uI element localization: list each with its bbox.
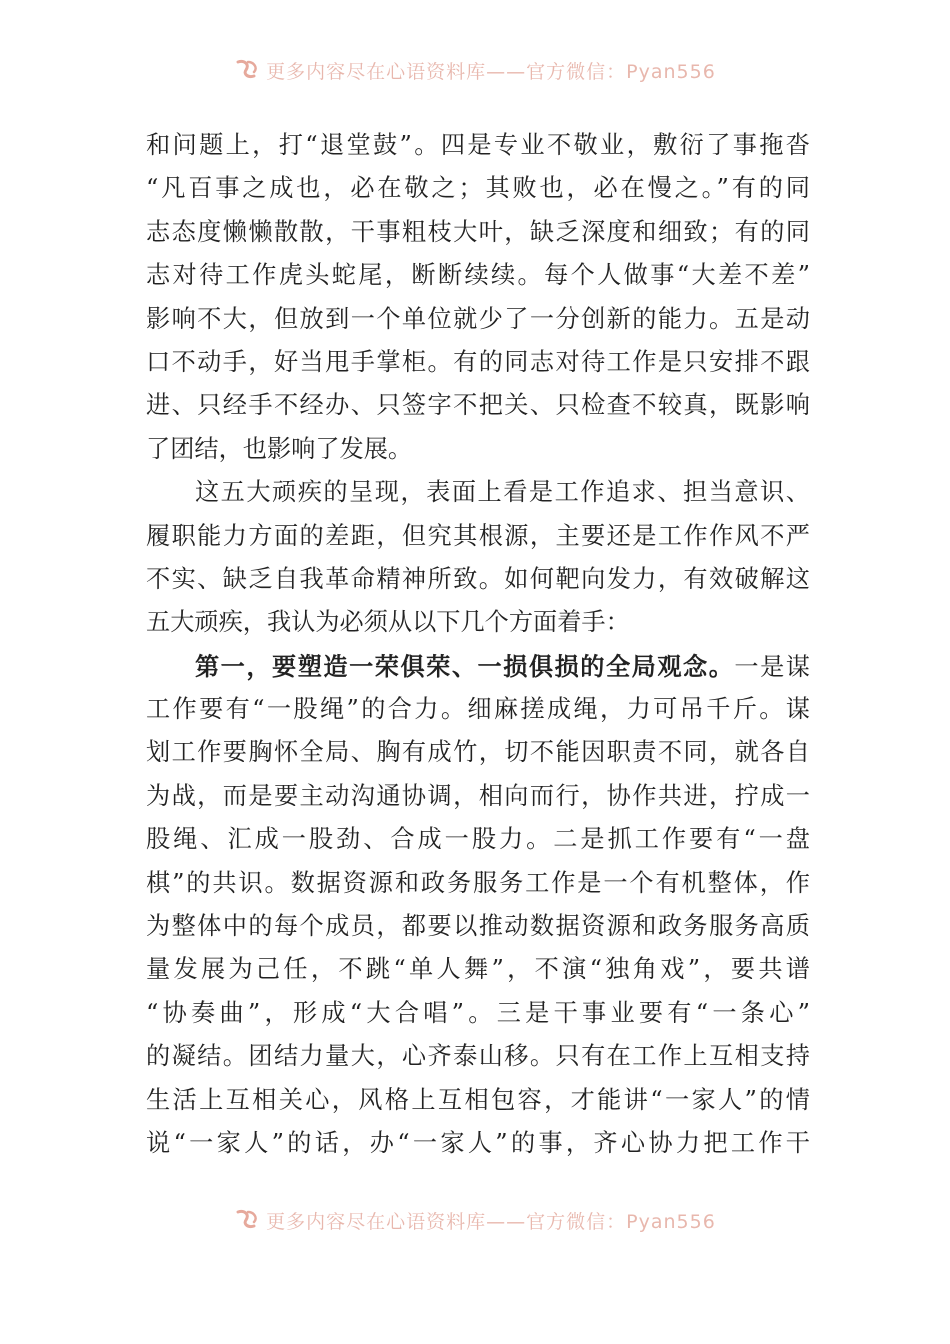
text-line: 五大顽疾，我认为必须从以下几个方面着手： (146, 608, 630, 637)
text-line: 了团结，也影响了发展。 (146, 434, 413, 463)
watermark-footer (0, 1200, 950, 1240)
text-line: 为战，而是要主动沟通协调，相向而行，协作共进，拧成一 (146, 781, 810, 810)
text-line: 股绳、汇成一股劲、合成一股力。二是抓工作要有“一盘 (146, 825, 810, 854)
text-line: 为整体中的每个成员，都要以推动数据资源和政务服务高质 (146, 912, 810, 941)
watermark-text: 更多内容尽在心语资料库——官方微信：Pyan556 (266, 60, 716, 83)
section-heading: 第一，要塑造一荣俱荣、一损俱损的全局观念。 (195, 651, 735, 681)
text-line: 进、只经手不经办、只签字不把关、只检查不较真，既影响 (146, 391, 810, 420)
text-line: 的凝结。团结力量大，心齐泰山移。只有在工作上互相支持 (146, 1042, 810, 1071)
logo-icon (234, 1208, 260, 1232)
text-line: 履职能力方面的差距，但究其根源，主要还是工作作风不严 (146, 521, 810, 550)
text-line: 划工作要胸怀全局、胸有成竹，切不能因职责不同，就各自 (146, 738, 810, 767)
text-line: 棋”的共识。数据资源和政务服务工作是一个有机整体，作 (146, 868, 810, 897)
text-line: 和问题上，打“退堂鼓”。四是专业不敬业，敷衍了事拖沓 (146, 131, 810, 159)
document-body (146, 124, 810, 1165)
watermark-header (0, 50, 950, 90)
text-line: 生活上互相关心，风格上互相包容，才能讲“一家人”的情 (146, 1085, 810, 1114)
text-line: 口不动手，好当甩手掌柜。有的同志对待工作是只安排不跟 (146, 347, 810, 376)
text-line: 不实、缺乏自我革命精神所致。如何靶向发力，有效破解这 (146, 564, 810, 593)
logo-icon (234, 58, 260, 82)
text-line: 量发展为己任，不跳“单人舞”，不演“独角戏”，要共谱 (146, 955, 810, 984)
text-line: “凡百事之成也，必在敬之；其败也，必在慢之。”有的同 (146, 174, 810, 203)
text-line: 志对待工作虎头蛇尾，断断续续。每个人做事“大差不差” (146, 261, 810, 290)
text-span: 一是谋 (734, 652, 810, 681)
text-line: 这五大顽疾的呈现，表面上看是工作追求、担当意识、 (195, 478, 810, 507)
text-line: 说“一家人”的话，办“一家人”的事，齐心协力把工作干 (146, 1128, 810, 1157)
text-line: 志态度懒懒散散，干事粗枝大叶，缺乏深度和细致；有的同 (146, 217, 810, 246)
watermark-text: 更多内容尽在心语资料库——官方微信：Pyan556 (266, 1210, 716, 1233)
text-line: 影响不大，但放到一个单位就少了一分创新的能力。五是动 (146, 304, 810, 333)
text-line: “协奏曲”，形成“大合唱”。三是干事业要有“一条心” (146, 998, 810, 1027)
text-line (146, 645, 810, 688)
text-line: 工作要有“一股绳”的合力。细麻搓成绳，力可吊千斤。谋 (146, 695, 810, 724)
